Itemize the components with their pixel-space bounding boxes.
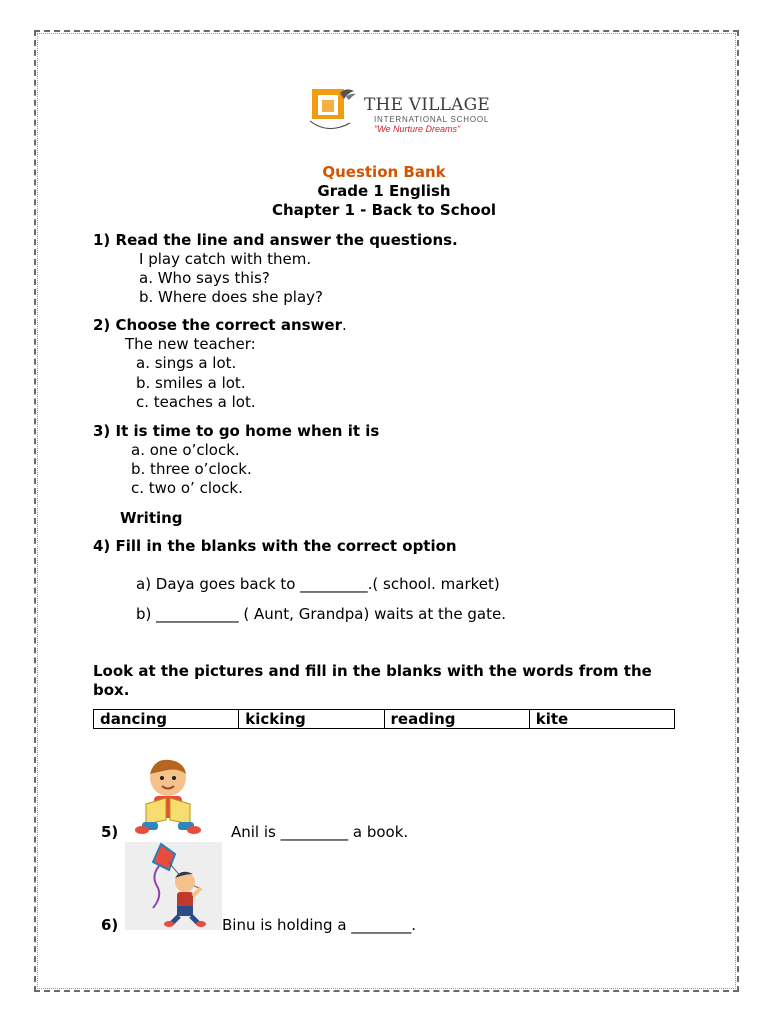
q6-sentence: Binu is holding a ________.: [222, 916, 417, 934]
q3-option: c. two o’ clock.: [131, 479, 243, 497]
q2-heading-row: [93, 316, 347, 334]
school-logo: [306, 85, 496, 135]
q2-option: c. teaches a lot.: [136, 393, 256, 411]
q2-option: b. smiles a lot.: [136, 374, 246, 392]
q3-heading: 3) It is time to go home when it is: [93, 422, 380, 440]
q3-option: b. three o’clock.: [131, 460, 252, 478]
grade-title: Grade 1 English: [317, 182, 451, 200]
q5-sentence: Anil is _________ a book.: [231, 823, 409, 841]
school-name: THE VILLAGE: [364, 95, 491, 115]
q1-heading: 1) Read the line and answer the questions.: [93, 231, 458, 249]
q4-item: b) ___________ ( Aunt, Grandpa) waits at the gate.: [136, 605, 506, 623]
q3-option: a. one o’clock.: [131, 441, 240, 459]
word-box-cell: reading: [385, 710, 530, 728]
q2-heading-end: .: [342, 316, 347, 334]
pictures-instruction: Look at the pictures and fill in the blanks with the words from the: [93, 662, 652, 680]
pictures-instruction-cont: box.: [93, 681, 130, 699]
boy-with-kite-illustration: [125, 842, 222, 930]
q4-item: a) Daya goes back to _________.( school. market): [136, 575, 500, 593]
q5-number: 5): [101, 823, 119, 841]
school-subtitle: INTERNATIONAL SCHOOL: [374, 115, 490, 124]
q4-heading: 4) Fill in the blanks with the correct option: [93, 537, 457, 555]
q1-line: I play catch with them.: [139, 250, 312, 268]
word-box-cell: kite: [535, 710, 569, 728]
school-crest-icon: [306, 85, 362, 135]
page-title: Question Bank: [322, 163, 446, 181]
q1-line: b. Where does she play?: [139, 288, 324, 306]
q2-option: a. sings a lot.: [136, 354, 237, 372]
q6-number: 6): [101, 916, 119, 934]
q2-prompt: The new teacher:: [125, 335, 256, 353]
writing-label: Writing: [120, 509, 183, 527]
word-box: [93, 709, 675, 729]
chapter-title: Chapter 1 - Back to School: [271, 201, 497, 219]
word-box-cell: kicking: [239, 710, 384, 728]
word-box-cell: dancing: [94, 710, 239, 728]
q1-line: a. Who says this?: [139, 269, 270, 287]
boy-reading-illustration: [124, 756, 212, 840]
school-motto: "We Nurture Dreams": [374, 124, 461, 134]
q2-heading: 2) Choose the correct answer: [93, 316, 342, 334]
